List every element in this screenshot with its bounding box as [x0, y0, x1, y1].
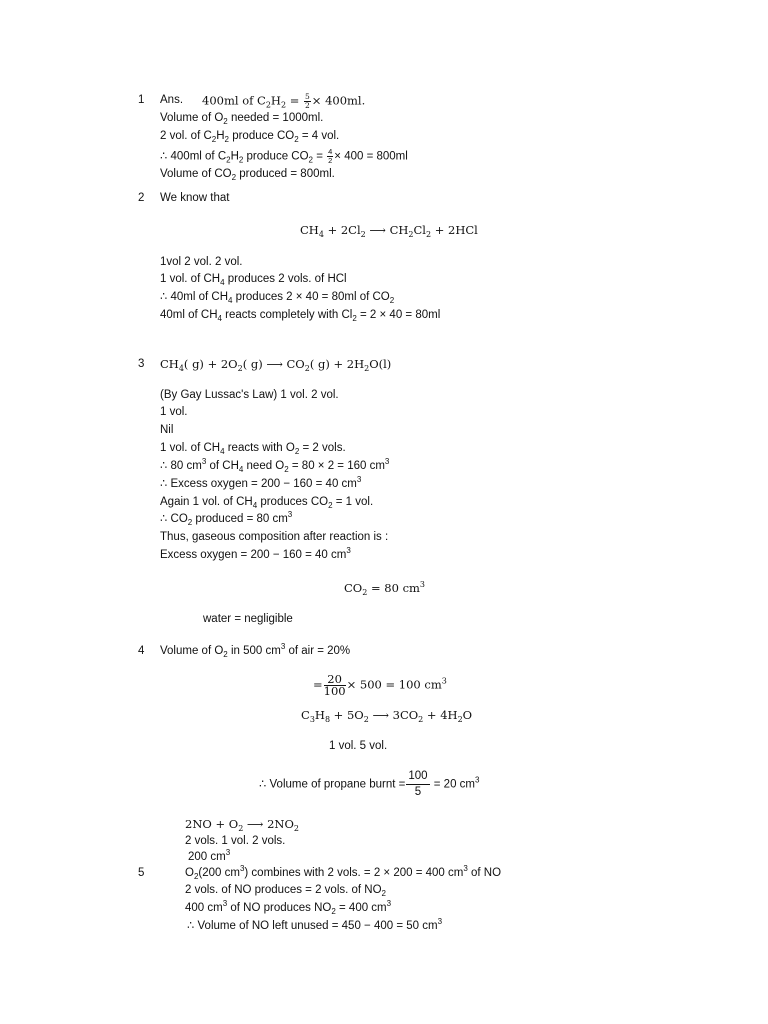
q1-line-5: Volume of $CO_2$ produced = 800ml. [160, 168, 335, 182]
q5-line-7: ∴ Volume of NO left unused = 450 − 400 = 50 $cm^3$ [187, 917, 443, 932]
q3-line-8: ∴ $CO_2$ produced = 80 $cm^3$ [160, 510, 293, 527]
fraction: $\frac{4}{2}$ [328, 147, 333, 165]
q3-line-3: Nil [160, 424, 174, 436]
q3-line-12: water = negligible [203, 613, 293, 625]
q4-line-2: = $\frac{20}{100}$ × 500 = 100 $cm^3$ [313, 672, 447, 698]
q3-line-1: (By Gay Lussac's Law) 1 vol. 2 vol. [160, 389, 339, 401]
q4-line-5: ∴ Volume of propane burnt = $\frac{100}{5}$ = 20 $cm^3$ [259, 770, 480, 798]
question-number-5: 5 [138, 867, 145, 879]
q1-line-3: 2 vol. of $C_2H_2$ produce $CO_2 = 4$ vol. [160, 130, 340, 144]
fraction: $\frac{100}{5}$ [408, 770, 428, 798]
q1-line-4: ∴ 400ml of $C_2H_2$ produce $CO_2$ = $\frac{4}{2}$ × 400 = 800ml [160, 147, 408, 165]
q1-line-2: Volume of $O_2$ needed = 1000ml. [160, 112, 324, 126]
fraction: $\frac{20}{100}$ [323, 672, 346, 698]
q3-line-9: Thus, gaseous composition after reaction is : [160, 531, 389, 543]
q5-line-4: $O_2(200$ $cm^3$) combines with 2 vols. = 2 × 200 = 400 $cm^3$ of NO [185, 864, 502, 881]
q5-line-5: 2 vols. of NO produces = 2 vols. of $NO_2$ [185, 884, 386, 898]
question-number-2: 2 [138, 192, 145, 204]
q5-line-6: 400 $cm^3$ of NO produces $NO_2 = 400$ $cm^3$ [185, 899, 392, 916]
q3-line-7: Again 1 vol. of $CH_4$ produces $CO_2 = 1$ vol. [160, 496, 374, 510]
fraction: $\frac{5}{2}$ [305, 92, 310, 110]
q3-equation: $CH_4$( $g) + 2O_2$( g) ⟶ $CO_2$( $g) + 2H_2O(l)$ [160, 357, 392, 373]
q3-line-2: 1 vol. [160, 406, 188, 418]
answer-label: Ans. [160, 94, 184, 106]
q2-intro: We know that [160, 192, 230, 204]
question-number-3: 3 [138, 358, 145, 370]
q5-line-2: 2 vols. 1 vol. 2 vols. [185, 835, 286, 847]
q3-line-5: ∴ 80 $cm^3$ of $CH_4$ need $O_2 = 80 \times 2 = 160$ $cm^3$ [160, 457, 390, 474]
q4-equation: $C_3H_8 + 5O_2$ ⟶ $3CO_2 + 4H_2O$ [301, 708, 473, 724]
q4-line-4: 1 vol. 5 vol. [329, 740, 388, 752]
q2-line-1: 1vol 2 vol. 2 vol. [160, 256, 243, 268]
q2-line-4: 40ml of $CH_4$ reacts completely with $Cl_2 = 2 \times 40 = 80ml$ [160, 309, 441, 323]
q4-line-1: Volume of $O_2$ in 500 $cm^3$ of air = 20% [160, 642, 351, 659]
q1-line-1: 400ml of $C_2H_2$ = $\frac{5}{2}$ × 400ml. [202, 92, 366, 110]
question-number-4: 4 [138, 645, 145, 657]
q2-equation: $CH_4 + 2Cl_2$ ⟶ $CH_2Cl_2 + 2HCl$ [300, 223, 478, 239]
q3-line-10: Excess oxygen = 200 − 160 = 40 $cm^3$ [160, 546, 351, 561]
q3-line-6: ∴ Excess oxygen = 200 − 160 = 40 $cm^3$ [160, 475, 362, 490]
q2-line-3: ∴ 40ml of $CH_4$ produces 2 × 40 = 80ml of $CO_2$ [160, 291, 395, 305]
q2-line-2: 1 vol. of $CH_4$ produces 2 vols. of HCl [160, 273, 347, 287]
q5-equation: $2NO + O_2$ ⟶ $2NO_2$ [185, 817, 299, 833]
q3-line-4: 1 vol. of $CH_4$ reacts with $O_2 = 2$ vols. [160, 442, 346, 456]
question-number-1: 1 [138, 94, 145, 106]
q3-line-11: $CO_2 = 80$ $cm^3$ [344, 580, 426, 597]
q5-line-3: 200 $cm^3$ [188, 848, 231, 863]
